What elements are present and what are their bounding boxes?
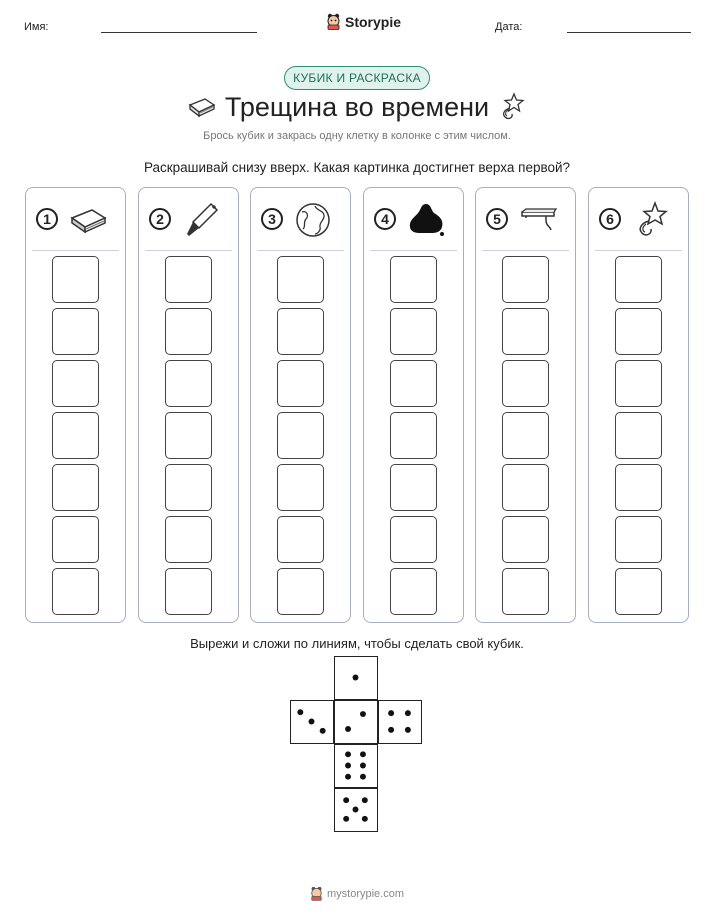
globe-icon [293,200,333,240]
fountain-pen-icon [181,200,221,240]
column-3 [250,187,351,623]
shooting-star-icon [631,200,671,240]
column-divider [145,250,232,251]
column-number: 1 [36,208,58,230]
page-title: Трещина во времени [224,92,490,122]
color-cell[interactable] [502,516,549,563]
column-number: 6 [599,208,621,230]
color-cell[interactable] [502,360,549,407]
die-face-5 [334,788,378,832]
cube-instruction: Вырежи и сложи по линиям, чтобы сделать свой кубик. [190,636,524,651]
color-cell[interactable] [615,308,662,355]
shelf-icon [518,200,558,240]
color-cell[interactable] [390,308,437,355]
color-cell[interactable] [502,464,549,511]
color-cell[interactable] [165,360,212,407]
color-cell[interactable] [615,360,662,407]
subtitle: Брось кубик и закрась одну клетку в колонке с этим числом. [203,130,511,142]
footer-url: mystorypie.com [326,887,405,900]
storypie-mascot-icon [326,13,341,30]
footer-mascot-icon [310,886,323,901]
color-cell[interactable] [165,568,212,615]
color-cell[interactable] [390,516,437,563]
color-cell[interactable] [615,256,662,303]
color-cell[interactable] [277,256,324,303]
color-cell[interactable] [277,516,324,563]
column-divider [595,250,682,251]
color-cell[interactable] [165,256,212,303]
column-divider [32,250,119,251]
date-label: Дата: [495,21,523,33]
book-icon [68,200,108,240]
die-face-6 [334,744,378,788]
column-6 [588,187,689,623]
title-shooting-star-icon [498,92,526,122]
color-cell[interactable] [615,412,662,459]
coloring-instruction: Раскрашивай снизу вверх. Какая картинка достигнет верха первой? [143,160,571,175]
color-cell[interactable] [277,308,324,355]
footer [0,886,714,901]
die-face-1 [334,656,378,700]
color-cell[interactable] [502,412,549,459]
cube-net [290,656,424,836]
color-cell[interactable] [52,568,99,615]
color-cell[interactable] [277,464,324,511]
column-number: 5 [486,208,508,230]
column-1 [25,187,126,623]
color-cell[interactable] [277,360,324,407]
column-4 [363,187,464,623]
column-2 [138,187,239,623]
color-cell[interactable] [390,360,437,407]
name-field-line[interactable] [101,32,257,33]
activity-badge: КУБИК И РАСКРАСКА [284,66,430,90]
color-cell[interactable] [52,412,99,459]
color-cell[interactable] [277,412,324,459]
color-cell[interactable] [390,464,437,511]
color-cell[interactable] [277,568,324,615]
color-cell[interactable] [615,568,662,615]
date-field-line[interactable] [567,32,691,33]
die-face-3 [290,700,334,744]
brand-logo [326,13,401,30]
color-cell[interactable] [52,308,99,355]
die-face-2 [334,700,378,744]
color-cell[interactable] [165,308,212,355]
color-cell[interactable] [52,360,99,407]
color-cell[interactable] [52,464,99,511]
brand-name: Storypie [345,13,402,30]
column-divider [482,250,569,251]
color-cell[interactable] [390,568,437,615]
ink-blot-icon [406,200,446,240]
column-number: 3 [261,208,283,230]
column-number: 4 [374,208,396,230]
color-cell[interactable] [615,516,662,563]
color-cell[interactable] [390,256,437,303]
color-cell[interactable] [502,256,549,303]
color-cell[interactable] [165,412,212,459]
color-cell[interactable] [165,516,212,563]
name-label: Имя: [24,21,49,33]
color-cell[interactable] [502,568,549,615]
column-divider [370,250,457,251]
color-cell[interactable] [390,412,437,459]
column-divider [257,250,344,251]
color-cell[interactable] [165,464,212,511]
color-cell[interactable] [52,256,99,303]
color-cell[interactable] [502,308,549,355]
color-cell[interactable] [615,464,662,511]
column-number: 2 [149,208,171,230]
column-5 [475,187,576,623]
color-cell[interactable] [52,516,99,563]
die-face-4 [378,700,422,744]
